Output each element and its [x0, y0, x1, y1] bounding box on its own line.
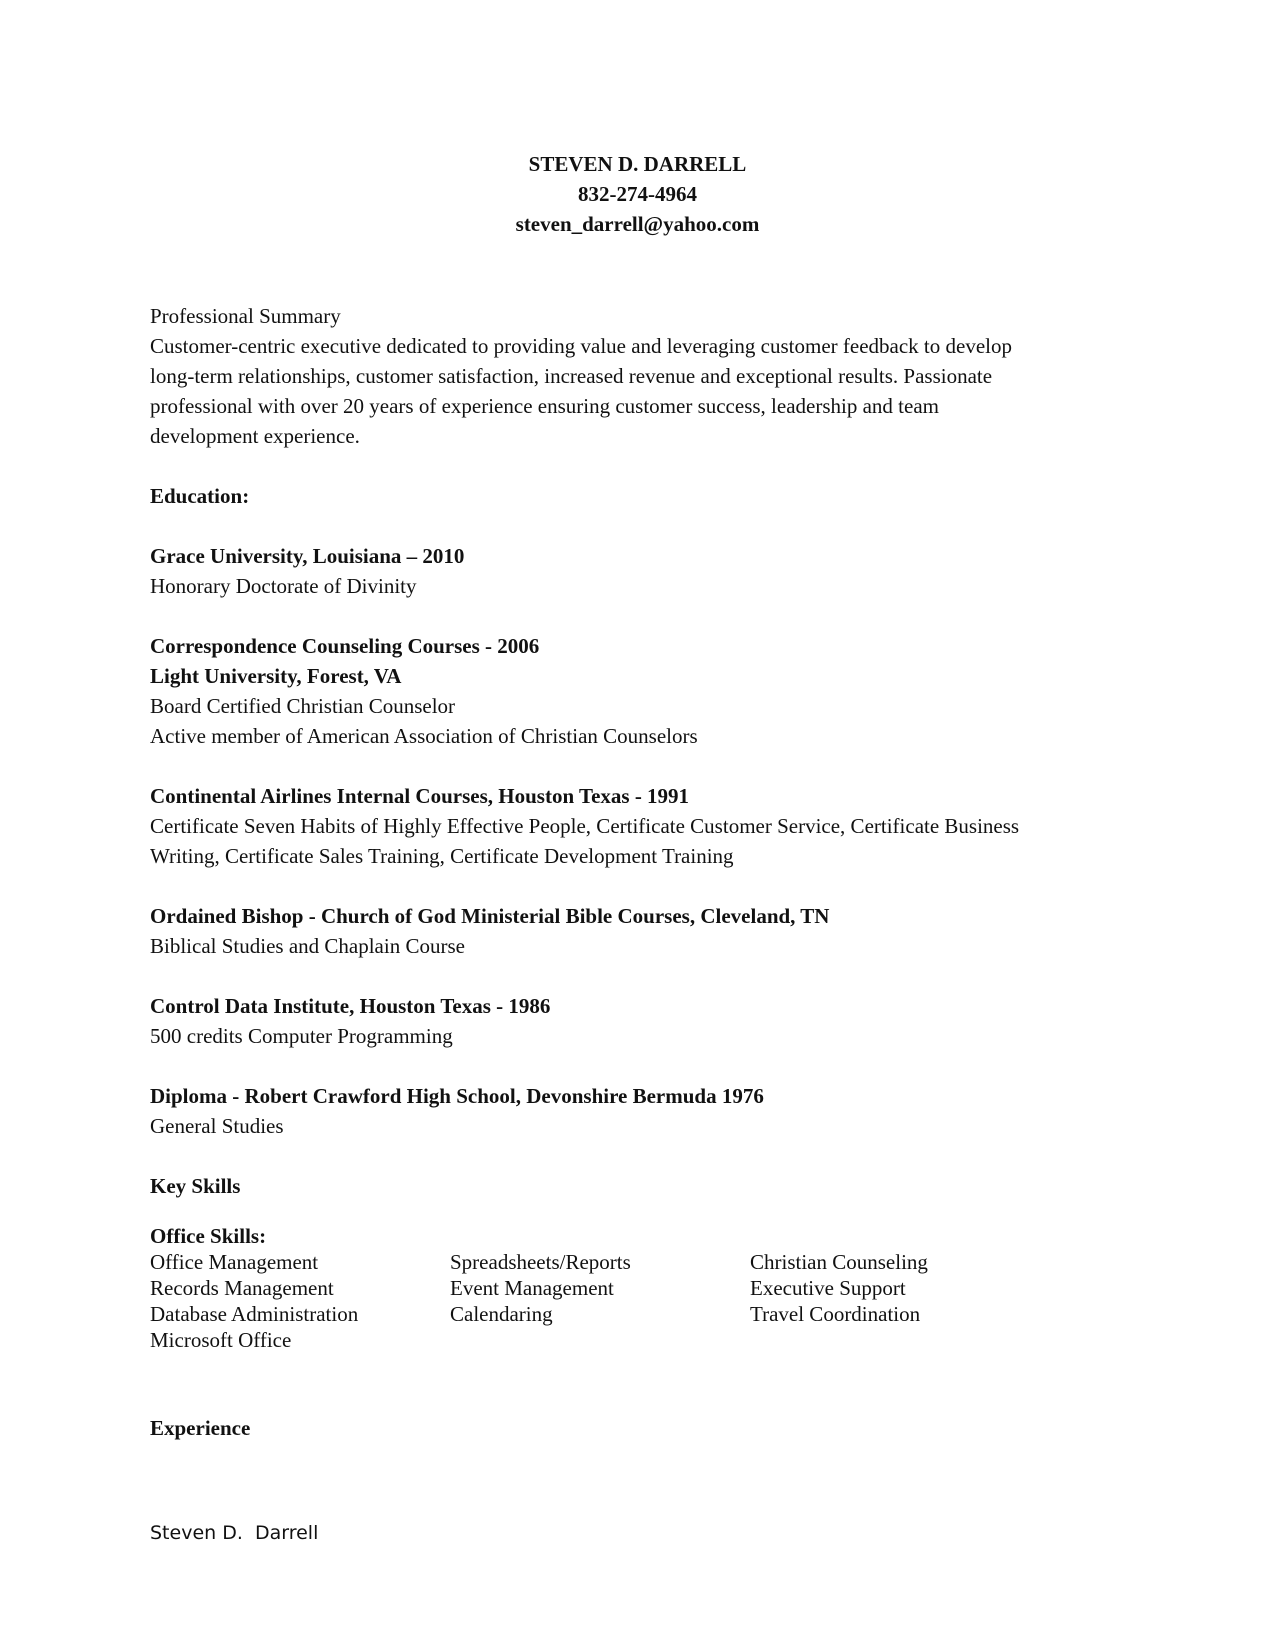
skill-item: Travel Coordination — [750, 1302, 921, 1326]
education-entry-title: Correspondence Counseling Courses - 2006 — [150, 634, 540, 658]
education-entry-detail: 500 credits Computer Programming — [150, 1024, 453, 1048]
summary-line: professional with over 20 years of experience ensuring customer success, leadership and team — [150, 394, 939, 418]
skill-item: Spreadsheets/Reports — [450, 1250, 631, 1274]
education-entry-subtitle: Light University, Forest, VA — [150, 664, 402, 688]
skill-item: Records Management — [150, 1276, 334, 1300]
resume-body — [150, 301, 1110, 1443]
summary-line: Customer-centric executive dedicated to providing value and leveraging customer feedback to develop — [150, 334, 1012, 358]
skills-column — [150, 1249, 358, 1353]
education-entry-detail: Board Certified Christian Counselor — [150, 694, 456, 718]
skills-grid — [150, 1249, 1110, 1353]
education-entry-title: Grace University, Louisiana – 2010 — [150, 544, 465, 568]
resume-header — [0, 149, 1275, 239]
education-entry-detail: General Studies — [150, 1114, 284, 1138]
education-entry-detail: Honorary Doctorate of Divinity — [150, 574, 417, 598]
education-entry-detail: Certificate Seven Habits of Highly Effective People, Certificate Customer Service, Certificate Business — [150, 814, 1020, 838]
education-entry-detail: Biblical Studies and Chaplain Course — [150, 934, 465, 958]
skills-column — [450, 1249, 631, 1327]
skill-item: Office Management — [150, 1250, 319, 1274]
candidate-phone: 832-274-4964 — [578, 182, 697, 206]
candidate-name: STEVEN D. DARRELL — [528, 152, 747, 176]
skill-item: Calendaring — [450, 1302, 553, 1326]
skills-heading: Key Skills — [150, 1174, 241, 1198]
skill-item: Microsoft Office — [150, 1328, 292, 1352]
education-entry-title: Ordained Bishop - Church of God Ministerial Bible Courses, Cleveland, TN — [150, 904, 830, 928]
skill-item: Christian Counseling — [750, 1250, 928, 1274]
education-entry-detail: Active member of American Association of Christian Counselors — [150, 724, 698, 748]
page-footer-name: Steven D. Darrell — [150, 1522, 319, 1544]
skill-item: Event Management — [450, 1276, 614, 1300]
summary-line: development experience. — [150, 424, 360, 448]
office-skills-heading: Office Skills: — [150, 1224, 267, 1248]
education-heading: Education: — [150, 484, 250, 508]
skills-column — [750, 1249, 928, 1327]
experience-heading: Experience — [150, 1416, 251, 1440]
education-entry-title: Control Data Institute, Houston Texas - 1986 — [150, 994, 551, 1018]
candidate-email: steven_darrell@yahoo.com — [515, 212, 760, 236]
education-entry-title: Diploma - Robert Crawford High School, Devonshire Bermuda 1976 — [150, 1084, 764, 1108]
skill-item: Executive Support — [750, 1276, 906, 1300]
summary-line: long-term relationships, customer satisfaction, increased revenue and exceptional results. Passionate — [150, 364, 993, 388]
summary-heading: Professional Summary — [150, 304, 341, 328]
skill-item: Database Administration — [150, 1302, 359, 1326]
education-entry-detail: Writing, Certificate Sales Training, Certificate Development Training — [150, 844, 734, 868]
education-entry-title: Continental Airlines Internal Courses, Houston Texas - 1991 — [150, 784, 690, 808]
